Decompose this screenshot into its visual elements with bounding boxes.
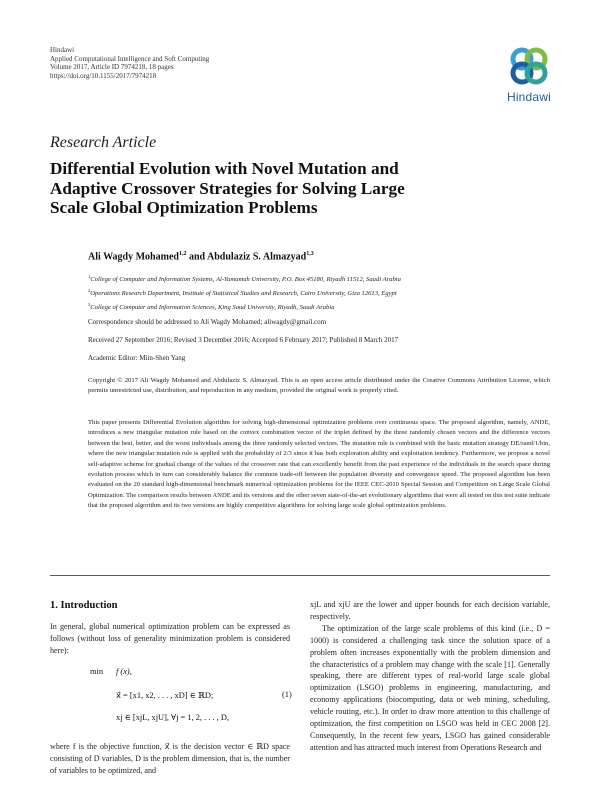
abstract: This paper presents Differential Evolution algorithm for solving high-dimensional optimization problems over continuous space. The proposed algorithm, namely, ANDE, introduces a new triangular mutation rule based on the convex combination vector of the triplet defined by the three randomly chosen vectors and the difference vectors between the best, better, and the worst individuals among the three randomly selected vectors. The mutation rule is combined with the basic mutation strategy DE/rand/1/bin, where the new triangular mutation rule is applied with the probability of 2/3 since it has both exploration ability and exploitation tendency. Furthermore, we propose a novel self-adaptive scheme for gradual change of the values of the crossover rate that can excellently benefit from the past experience of the individuals in the search space during evolution process which in turn can considerably balance the common trade-off between the population diversity and convergence speed. The proposed algorithm has been evaluated on the 20 standard high-dimensional benchmark numerical optimization problems for the IEEE CEC-2010 Special Session and Competition on Large Scale Global Optimization. The comparison results between ANDE and its versions and the other seven state-of-the-art evolutionary algorithms that were all tested on this test suite indicate that the proposed algorithm and its two versions are highly competitive algorithms for solving large scale global optimization problems. — [88, 419, 550, 510]
intro-paragraph: In general, global numerical optimization problem can be expressed as follows (without loss of generality minimization problem is considered here): — [50, 622, 290, 655]
author-line — [88, 251, 314, 262]
equation-objective: f (x), — [116, 667, 132, 676]
section-heading: 1. Introduction — [50, 600, 118, 611]
copyright-notice: Copyright © 2017 Ali Wagdy Mohamed and Abdulaziz S. Almazyad. This is an open access article distributed under the Creative Commons Attribution License, which permits unrestricted use, distribution, and reproduction in any medium, provided the original work is properly cited. — [88, 377, 550, 395]
article-title: Differential Evolution with Novel Mutation and Adaptive Crossover Strategies for Solving Large Scale Global Optimization Problems — [50, 159, 405, 217]
equation-line-3: xj ∈ [xjL, xjU], ∀j = 1, 2, . . . , D, — [116, 713, 229, 722]
right-first-paragraph: xjL and xjU are the lower and upper bounds for each decision variable, respectively. — [310, 600, 550, 621]
affiliation-number: 3 — [88, 301, 91, 307]
section-divider — [50, 575, 550, 576]
affiliation-text: College of Computer and Information Sciences, King Saud University, Riyadh, Saudi Arabia — [90, 304, 335, 312]
publisher-name: Hindawi — [50, 46, 75, 54]
affiliation-item — [88, 286, 558, 300]
affiliation-item — [88, 300, 558, 314]
hindawi-logo — [500, 44, 558, 106]
affiliations — [88, 272, 558, 314]
hindawi-logo-icon — [500, 44, 558, 90]
equation-line-1 — [116, 667, 132, 676]
affiliation-text: College of Computer and Information Systems, Al-Yamamah University, P.O. Box 45180, Riyadh 11512, Saudi Arabia — [90, 276, 401, 284]
author-1: Ali Wagdy Mohamed — [88, 251, 179, 263]
journal-header — [50, 46, 209, 80]
author-1-affil: 1,2 — [178, 251, 187, 257]
logo-wordmark: Hindawi — [506, 90, 552, 104]
affiliation-number: 1 — [88, 274, 91, 279]
equation-min-label: min — [90, 667, 104, 676]
affiliation-number: 2 — [88, 287, 91, 293]
volume-info: Volume 2017, Article ID 7974218, 18 pages — [50, 63, 174, 72]
publication-dates: Received 27 September 2016; Revised 3 December 2016; Accepted 6 February 2017; Published 8 March 2017 — [88, 336, 399, 344]
post-equation-paragraph: where f is the objective function, x⃗ is the decision vector ∈ ℝD space consisting of D variables, D is the problem dimension, that is, the number of variables to be optimized, and — [50, 742, 290, 775]
equation-line-2: x⃗ = [x1, x2, . . . , xD] ∈ ℝD; — [116, 691, 214, 700]
doi-link[interactable]: https://doi.org/10.1155/2017/7974218 — [50, 71, 157, 80]
author-2: Abdulaziz S. Almazyad — [207, 251, 307, 263]
author-2-affil: 1,3 — [306, 251, 314, 257]
author-and: and — [186, 251, 208, 263]
journal-name: Applied Computational Intelligence and Soft Computing — [50, 54, 210, 63]
equation-number: (1) — [282, 690, 292, 699]
right-column — [310, 599, 550, 754]
right-paragraph: The optimization of the large scale problems of this kind (i.e., D = 1000) is considered a challenging task since the solution space of a problem often increases exponentially with the problem dimension and the characteristics of a problem may change with the scale [1]. Generally speaking, there are different types of real-world large scale global optimization (LSGO) problems in engineering, manufacturing, and economy applications (biocomputing, data or web mining, scheduling, vehicle routing, etc.). In order to draw more attention to this challenge of optimization, the first competition on LSGO was held in CEC 2008 [2]. Consequently, In the recent few years, LSGO has gained considerable attention and has attracted much interest from Operations Research and — [310, 623, 550, 752]
academic-editor: Academic Editor: Miin-Shen Yang — [88, 354, 186, 362]
correspondence: Correspondence should be addressed to Ali Wagdy Mohamed; aliwagdy@gmail.com — [88, 318, 327, 326]
affiliation-text: Operations Research Department, Institute of Statistical Studies and Research, Cairo University, Giza 12613, Egypt — [90, 290, 397, 298]
article-type: Research Article — [50, 134, 157, 151]
affiliation-item — [88, 272, 558, 286]
